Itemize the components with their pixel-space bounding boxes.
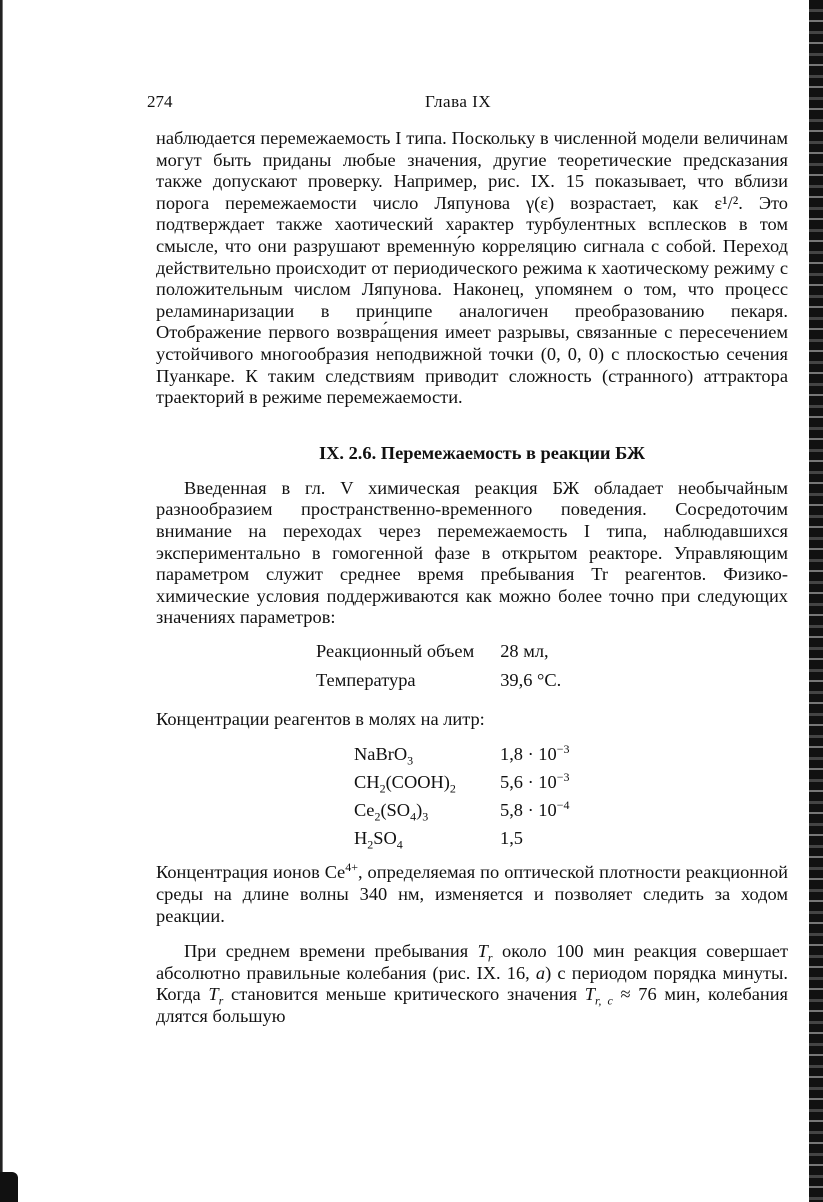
intro-paragraph: Введенная в гл. V химическая реакция БЖ обладает необычайным разнообразием пространственно-временного поведения. Сосредоточим внимание на переходах через перемежаемость I типа, наблюдавшихся экспериментально в гомогенной фазе в открытом реакторе. Управляющим параметром служит среднее время пребывания Tr реагентов. Физико-химические условия поддерживаются как можно более точно при следующих значениях параметров: — [156, 477, 788, 628]
parameter-row — [316, 637, 561, 666]
section-heading: IX. 2.6. Перемежаемость в реакции БЖ — [318, 442, 646, 463]
reagent-concentration: 1,5 — [500, 827, 523, 848]
reagent-concentration: $1,8 \cdot 10^{-3}$ — [500, 741, 570, 764]
page-number: 274 — [147, 92, 173, 111]
parameter-name: Реакционный объем — [316, 640, 475, 661]
reagent-row — [354, 768, 569, 796]
parameters-table — [316, 637, 561, 695]
concentrations-intro: Концентрации реагентов в молях на литр: — [156, 708, 485, 729]
reagent-formula: NaBrO$_3$ — [354, 743, 414, 768]
reagent-row — [354, 740, 569, 768]
parameter-row — [316, 666, 561, 695]
reagents-table — [354, 740, 569, 852]
reagent-row — [354, 824, 569, 852]
running-head — [147, 92, 787, 114]
reagent-formula: $CH_2(COOH)_2$ — [354, 771, 456, 796]
parameter-value: 28 мл, — [500, 640, 549, 661]
reagent-concentration: $5,6 \cdot 10^{-3}$ — [500, 769, 570, 792]
page-body — [156, 128, 788, 1028]
parameter-name: Температура — [316, 669, 416, 690]
parameter-value: 39,6 °C. — [500, 669, 562, 690]
reagent-concentration: $5,8 \cdot 10^{-4}$ — [500, 797, 570, 820]
body-paragraph-1: наблюдается перемежаемость I типа. Поскольку в численной модели величинам могут быть приданы любые значения, другие теоретические предсказания также допускают проверку. Например, рис. IX. 15 показывает, что вблизи порога перемежаемости число Ляпунова γ(ε) возрастает, как ε¹/². Это подтверждает также хаотический характер турбулентных всплесков в том смысле, что они разрушают временну́ю корреляцию сигнала с собой. Переход действительно происходит от периодического режима к хаотическому режиму с положительным числом Ляпунова. Наконец, упомянем о том, что процесс реламинаризации в принципе аналогичен преобразованию пекаря. Отображение первого возвра́щения имеет разрывы, связанные с пересечением устойчивого многообразия неподвижной точки (0, 0, 0) с плоскостью сечения Пуанкаре. К таким следствиям приводит сложность (странного) аттрактора траекторий в режиме перемежаемости. — [156, 128, 788, 408]
chapter-title: Глава IX — [425, 92, 492, 111]
reagent-formula: $H_2SO_4$ — [354, 827, 403, 852]
scan-right-edge — [809, 0, 823, 1202]
final-paragraph: При среднем времени пребывания $T_r$ около 100 мин реакция совершает абсолютно правильные колебания (рис. IX. 16, a) с периодом порядка минуты. Когда $T_r$ становится меньше критического значения $T_{r, c} \approx 76$ мин, колебания длятся большую — [156, 941, 789, 1027]
scan-left-edge — [0, 0, 6, 1202]
reagent-row — [354, 796, 569, 824]
cerium-paragraph: Концентрация ионов $Ce^{4+}$, определяемая по оптической плотности реакционной среды на длине волны 340 нм, изменяется и позволяет следить за ходом реакции. — [156, 860, 788, 926]
reagent-formula: $Ce_2(SO_4)_3$ — [354, 799, 429, 824]
